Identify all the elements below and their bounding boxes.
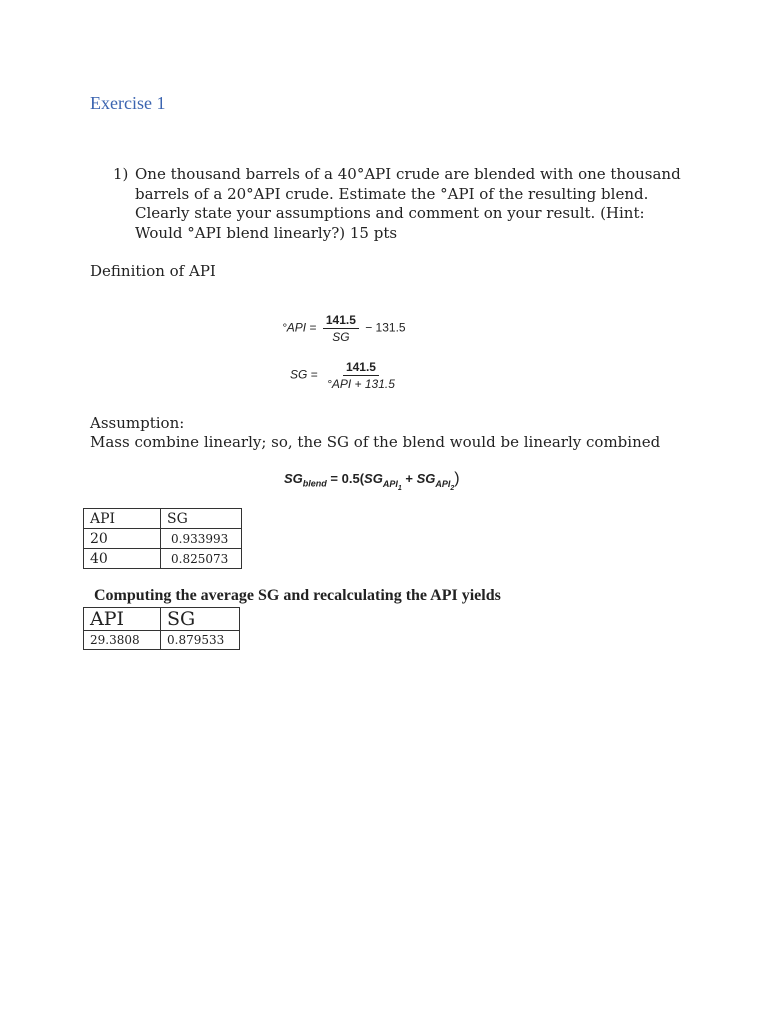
assumption-label: Assumption: — [90, 414, 185, 432]
table-cell: 29.3808 — [84, 631, 161, 650]
table-cell: 40 — [84, 549, 161, 569]
eq3-plus: + — [401, 471, 417, 486]
table-row — [84, 549, 242, 569]
table-header-cell: API — [84, 608, 161, 631]
table-header-cell: SG — [161, 608, 240, 631]
result-table-title: Computing the average SG and recalculating the API yields — [94, 587, 501, 604]
eq3-term2: SG — [416, 471, 436, 486]
eq3-lhs: SG — [284, 471, 303, 486]
eq1-equals: = — [309, 320, 317, 335]
eq2-fraction — [324, 359, 398, 392]
result-table — [83, 607, 240, 650]
table-cell: 0.825073 — [161, 549, 242, 569]
table-header-cell: API — [84, 509, 161, 529]
table-row — [84, 529, 242, 549]
eq1-lhs: °API — [282, 320, 307, 335]
definition-label: Definition of API — [90, 262, 216, 280]
table-cell: 0.933993 — [161, 529, 242, 549]
table-header-row — [84, 509, 242, 529]
eq2-denominator: °API + 131.5 — [327, 377, 395, 391]
assumption-text: Mass combine linearly; so, the SG of the blend would be linearly combined — [90, 433, 661, 451]
eq3-lhs-sub: blend — [302, 478, 327, 489]
eq3-term1-subsub: 1 — [397, 484, 402, 492]
table-cell: 20 — [84, 529, 161, 549]
eq3-term1-sub: API — [382, 478, 398, 489]
blend-equation — [284, 470, 460, 491]
question-number: 1) — [113, 165, 129, 183]
eq2-equals: = — [310, 367, 318, 382]
eq3-term1: SG — [364, 471, 383, 486]
eq3-term2-sub: API — [435, 478, 451, 489]
table-row — [84, 631, 240, 650]
eq2-lhs: SG — [290, 367, 308, 382]
sg-equation — [290, 359, 401, 392]
eq3-equals: = 0.5( — [330, 471, 365, 486]
eq1-fraction — [323, 312, 359, 345]
eq1-numerator: 141.5 — [323, 312, 359, 329]
exercise-heading: Exercise 1 — [90, 93, 166, 113]
eq2-numerator: 141.5 — [343, 359, 379, 376]
api-equation — [282, 312, 406, 345]
table-header-cell: SG — [161, 509, 242, 529]
eq3-close: ) — [454, 470, 460, 487]
eq3-term2-subsub: 2 — [450, 484, 455, 492]
question-text: One thousand barrels of a 40°API crude are blended with one thousand barrels of a 20°API crude. Estimate the °API of the resulting blend. Clearly state your assumptions and comment on your result. (Hint: Would °API blend linearly?) 15 pts — [135, 165, 681, 242]
eq1-denominator: SG — [332, 330, 350, 344]
table-header-row — [84, 608, 240, 631]
api-sg-table — [83, 508, 242, 569]
eq1-rest: − 131.5 — [365, 320, 406, 335]
table-cell: 0.879533 — [161, 631, 240, 650]
